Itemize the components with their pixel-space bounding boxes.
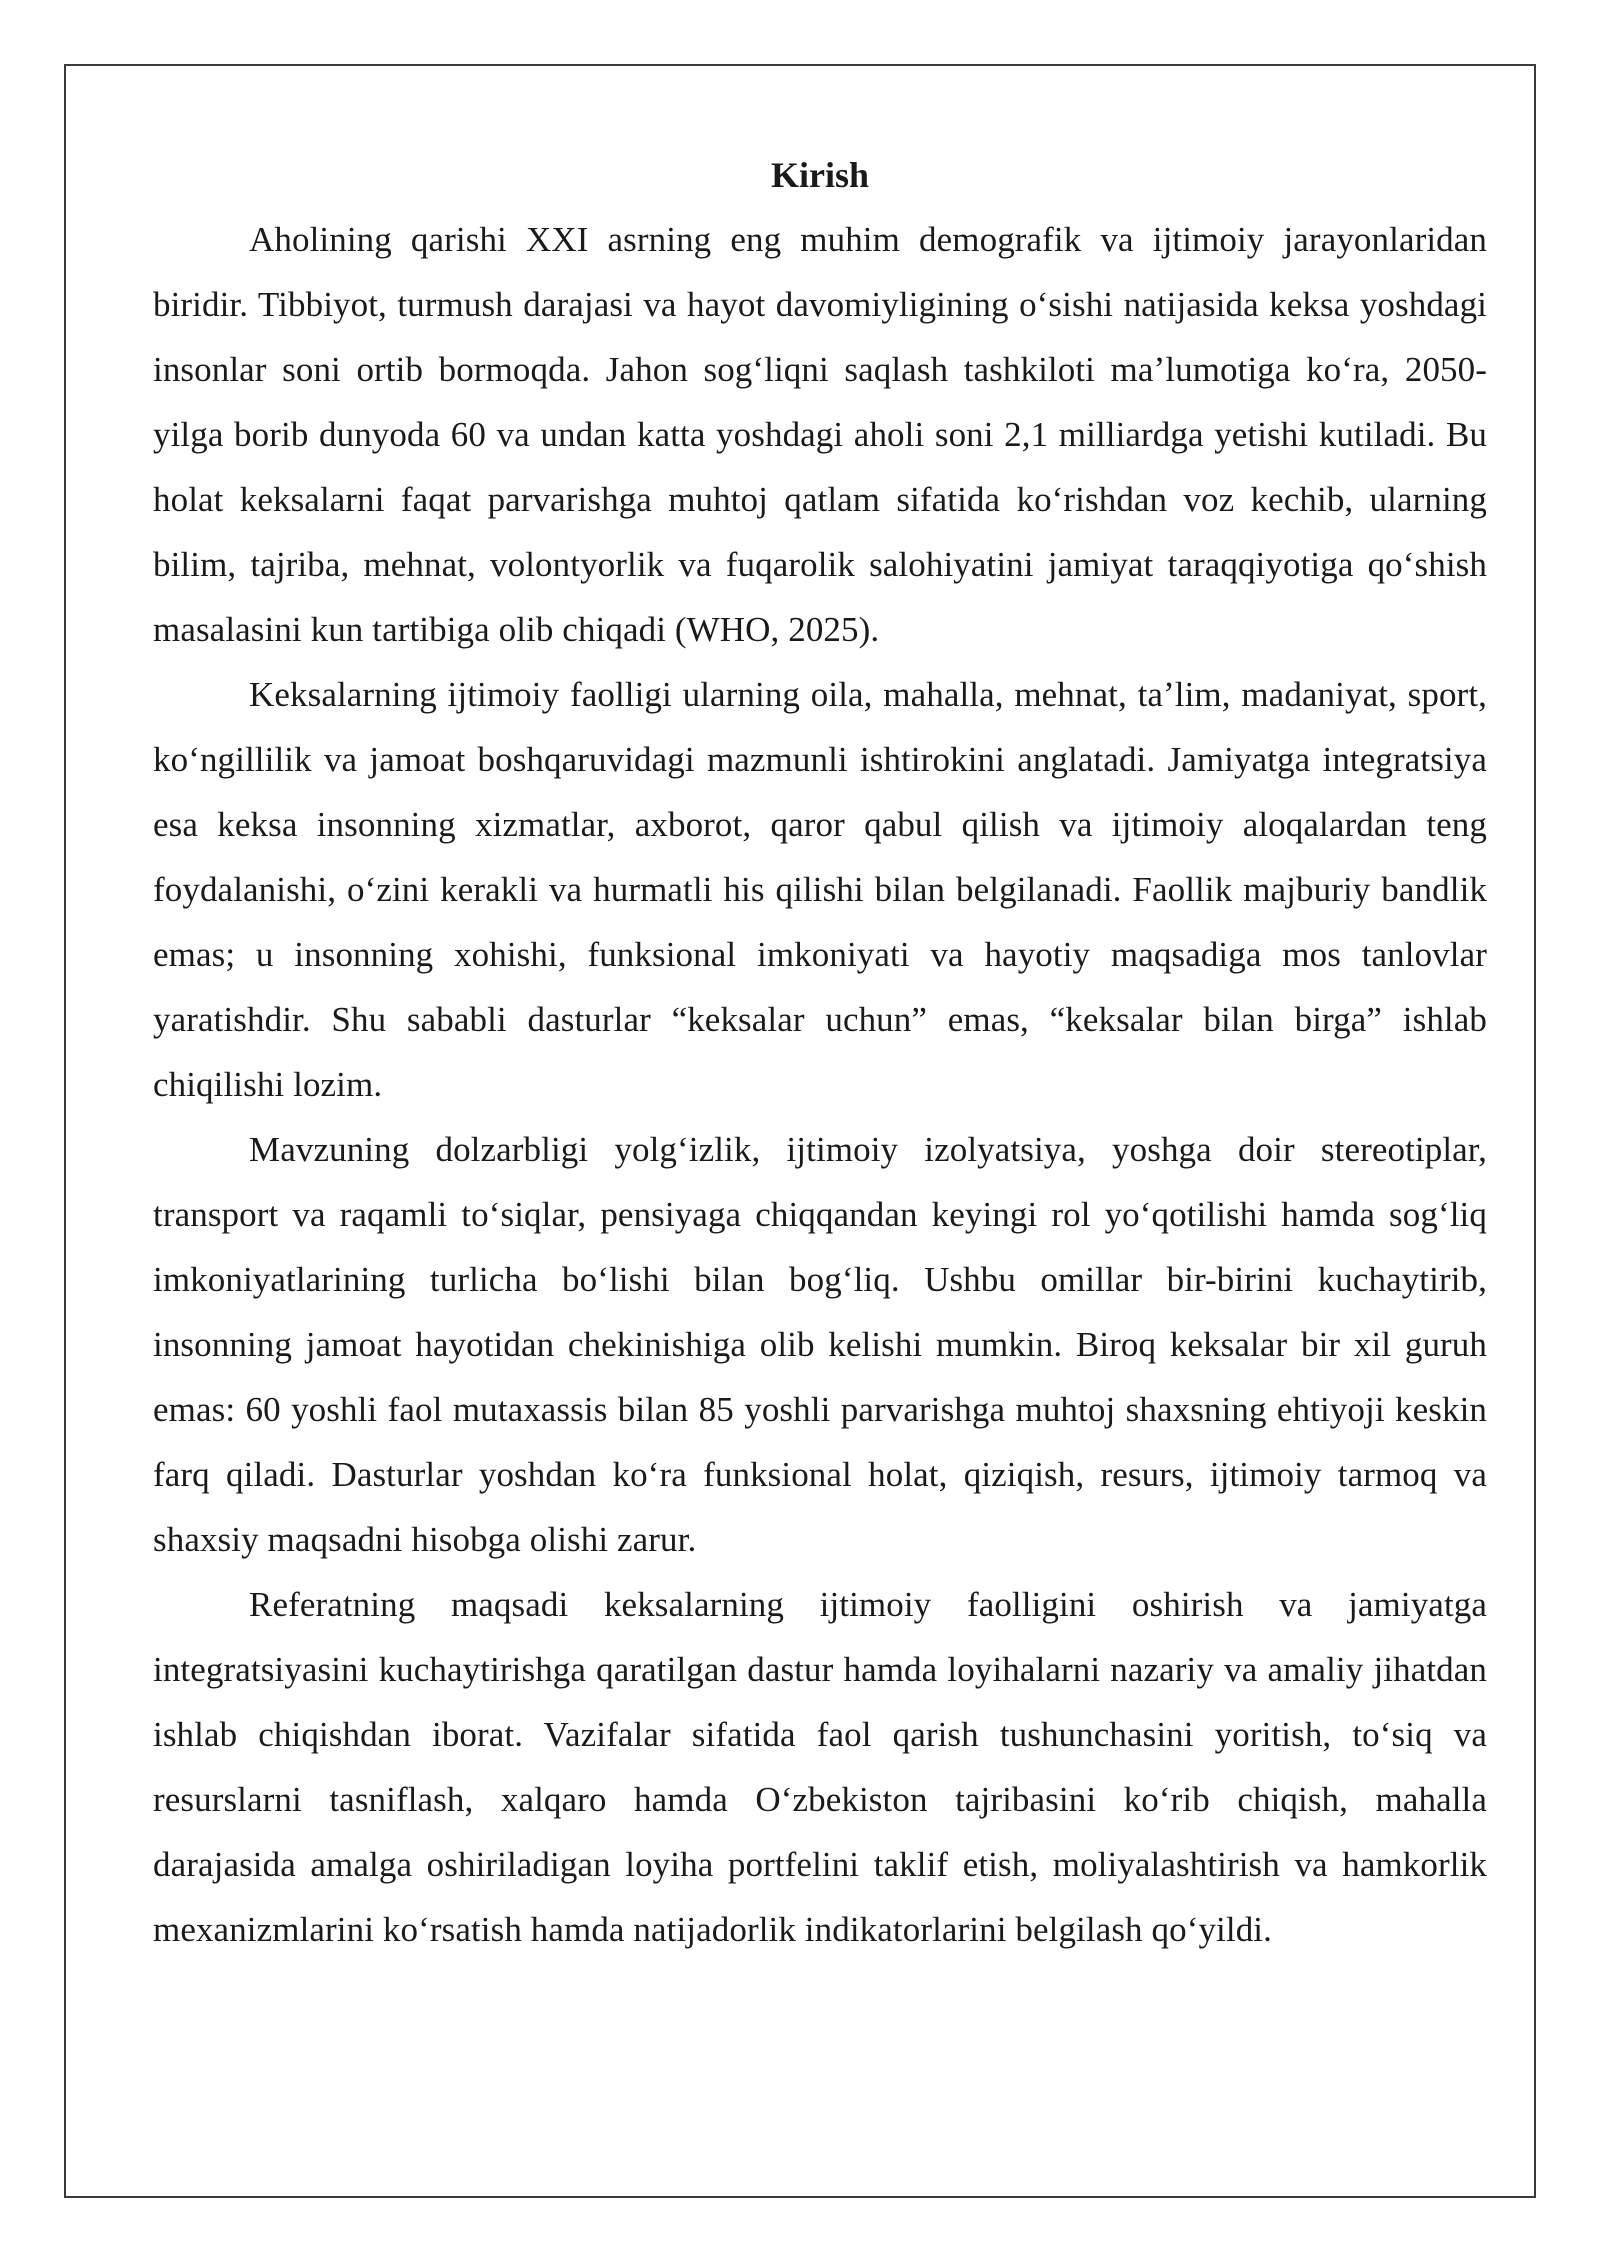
paragraph-2: Keksalarning ijtimoiy faolligi ularning oila, mahalla, mehnat, taʼlim, madaniyat, sport, koʻngillilik va jamoat boshqaruvidagi mazmunli ishtirokini anglatadi. Jamiyatga integratsiya esa keksa insonning xizmatlar, axborot, qaror qabul qilish va ijtimoiy aloqalardan teng foydalanishi, oʻzini kerakli va hurmatli his qilishi bilan belgilanadi. Faollik majburiy bandlik emas; u insonning xohishi, funksional imkoniyati va hayotiy maqsadiga mos tanlovlar yaratishdir. Shu sababli dasturlar “keksalar uchun” emas, “keksalar bilan birga” ishlab chiqilishi lozim. bbox=[153, 675, 1487, 1104]
section-title: Kirish bbox=[770, 155, 869, 195]
paragraph-1: Aholining qarishi XXI asrning eng muhim demografik va ijtimoiy jarayonlaridan biridir. Tibbiyot, turmush darajasi va hayot davomiyligining oʻsishi natijasida keksa yoshdagi insonlar soni ortib bormoqda. Jahon sogʻliqni saqlash tashkiloti maʼlumotiga koʻra, 2050-yilga borib dunyoda 60 va undan katta yoshdagi aholi soni 2,1 milliardga yetishi kutiladi. Bu holat keksalarni faqat parvarishga muhtoj qatlam sifatida koʻrishdan voz kechib, ularning bilim, tajriba, mehnat, volontyorlik va fuqarolik salohiyatini jamiyat taraqqiyotiga qoʻshish masalasini kun tartibiga olib chiqadi (WHO, 2025). bbox=[153, 220, 1487, 649]
paragraph-3: Mavzuning dolzarbligi yolgʻizlik, ijtimoiy izolyatsiya, yoshga doir stereotiplar, transport va raqamli toʻsiqlar, pensiyaga chiqqandan keyingi rol yoʻqotilishi hamda sogʻliq imkoniyatlarining turlicha boʻlishi bilan bogʻliq. Ushbu omillar bir-birini kuchaytirib, insonning jamoat hayotidan chekinishiga olib kelishi mumkin. Biroq keksalar bir xil guruh emas: 60 yoshli faol mutaxassis bilan 85 yoshli parvarishga muhtoj shaxsning ehtiyoji keskin farq qiladi. Dasturlar yoshdan koʻra funksional holat, qiziqish, resurs, ijtimoiy tarmoq va shaxsiy maqsadni hisobga olishi zarur. bbox=[153, 1130, 1487, 1559]
document-body bbox=[153, 145, 1487, 1962]
paragraph-4: Referatning maqsadi keksalarning ijtimoiy faolligini oshirish va jamiyatga integratsiyasini kuchaytirishga qaratilgan dastur hamda loyihalarni nazariy va amaliy jihatdan ishlab chiqishdan iborat. Vazifalar sifatida faol qarish tushunchasini yoritish, toʻsiq va resurslarni tasniflash, xalqaro hamda Oʻzbekiston tajribasini koʻrib chiqish, mahalla darajasida amalga oshiriladigan loyiha portfelini taklif etish, moliyalashtirish va hamkorlik mexanizmlarini koʻrsatish hamda natijadorlik indikatorlarini belgilash qoʻyildi. bbox=[153, 1585, 1487, 1949]
